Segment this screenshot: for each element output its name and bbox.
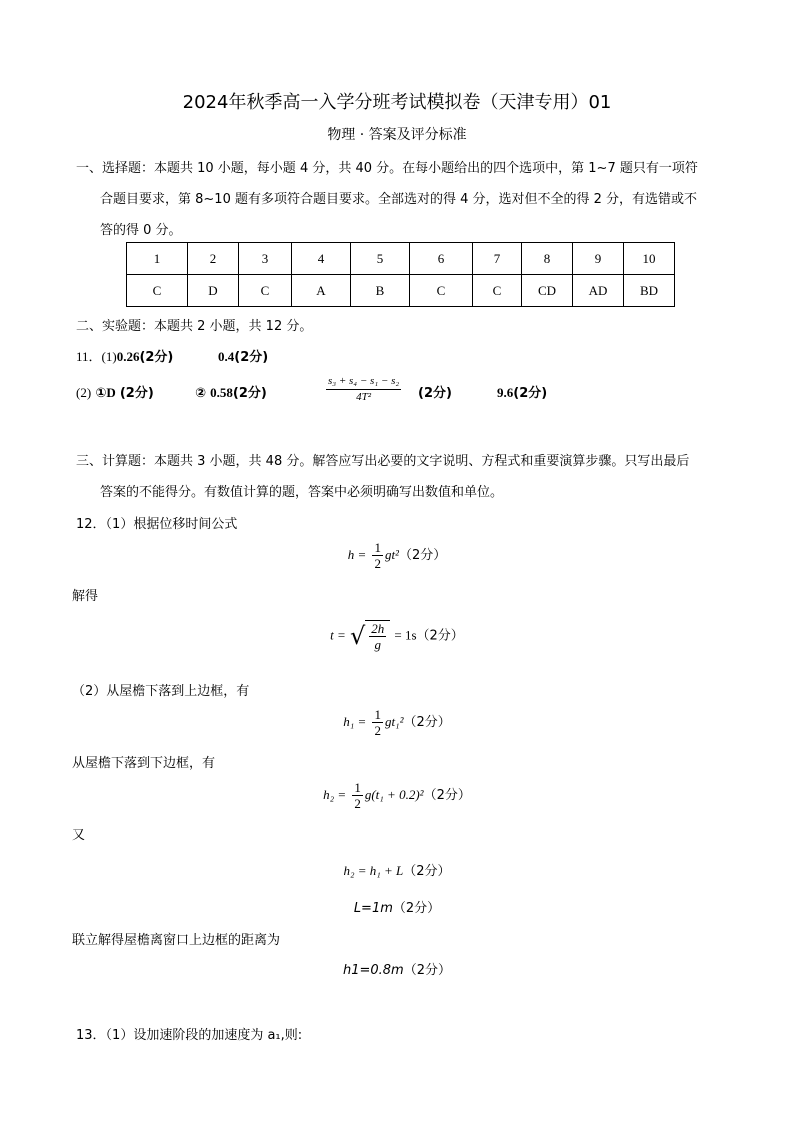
part2-intro: （2）从屋檐下落到上边框，有 [72, 684, 250, 699]
q11-label: 11．(1) [76, 349, 117, 364]
equation-1-fraction [372, 540, 383, 571]
equation-1-score: （2分） [398, 548, 447, 563]
table-cell: AD [573, 275, 624, 307]
table-cell: 7 [473, 243, 522, 275]
equation-2-rhs: = 1s [394, 627, 417, 643]
table-cell: 9 [573, 243, 624, 275]
section1-line2: 合题目要求，第 8~10 题有多项符合题目要求。全部选对的得 4 分，选对但不全的得 2 分，有选错或不 [100, 192, 698, 207]
table-cell: 3 [239, 243, 292, 275]
section3-line1: 三、计算题：本题共 3 小题，共 48 分。解答应写出必要的文字说明、方程式和重要演算步骤。只写出最后 [76, 454, 690, 469]
q11-part2-second [195, 382, 267, 401]
q11-part2-label: (2) [76, 385, 92, 400]
table-cell: 2 [188, 243, 239, 275]
q12-intro: 12．（1）根据位移时间公式 [76, 517, 238, 532]
equation-5-text: h₂ = h₁ + L [343, 863, 404, 878]
table-cell: C [473, 275, 522, 307]
q11-answer2: 0.4 [218, 349, 235, 364]
answer-table [126, 242, 675, 307]
equation-2-num: 2h [371, 621, 385, 636]
equation-4-score: （2分） [423, 788, 471, 803]
equation-4-rhs: g(t₁ + 0.2)² [364, 787, 424, 802]
equation-6-text: L=1m [353, 901, 393, 916]
q11-part2-answer2: 0.58 [210, 385, 233, 400]
q11-answer4-value: 9.6 [497, 385, 514, 400]
q11-part2-answer2-score: (2分) [232, 386, 267, 401]
equation-4-den: 2 [354, 796, 361, 811]
q11-formula-score [418, 382, 452, 401]
equation-3-den: 2 [374, 723, 381, 738]
circle-2-icon: ② [195, 386, 207, 401]
q11-answer2-score: (2分) [234, 350, 269, 365]
page-title: 2024年秋季高一入学分班考试模拟卷（天津专用）01 [182, 92, 612, 113]
equation-6-score: （2分） [392, 901, 441, 916]
equation-1-lhs: h = [347, 547, 367, 562]
q13-intro: 13．（1）设加速阶段的加速度为 a₁,则: [76, 1028, 303, 1043]
equation-4-lhs: h₂ = [323, 787, 347, 802]
section1-line3: 答的得 0 分。 [100, 223, 182, 238]
table-cell: B [351, 275, 410, 307]
equation-5 [0, 860, 794, 879]
q11-formula-numerator: s₃ + s₄ − s₁ − s₂ [326, 374, 401, 390]
equation-5-score: （2分） [403, 864, 451, 879]
sqrt-icon: √ $\frac{2h}{g}$ [350, 620, 390, 652]
answer-table-answers-row [127, 275, 675, 307]
table-cell: BD [624, 275, 675, 307]
equation-6 [0, 897, 794, 916]
table-cell: 10 [624, 243, 675, 275]
q11-part2-answer1-score: (2分) [119, 386, 154, 401]
equation-7-text: h1=0.8m [342, 963, 404, 978]
q11-formula [324, 374, 403, 405]
lower-frame-intro: 从屋檐下落到下边框，有 [72, 756, 216, 771]
table-cell: 1 [127, 243, 188, 275]
section1-line1: 一、选择题：本题共 10 小题，每小题 4 分，共 40 分。在每小题给出的四个选项中，第 1~7 题只有一项符 [76, 161, 698, 176]
equation-2-lhs: t = [330, 627, 346, 643]
equation-4-fraction [352, 780, 363, 811]
circle-1-icon: ① [95, 386, 107, 401]
equation-7 [0, 959, 794, 978]
table-cell: 8 [522, 243, 573, 275]
q11-formula-score-text: (2分) [418, 386, 452, 401]
equation-3-lhs: h₁ = [343, 714, 367, 729]
q11-formula-denominator: 4T² [356, 391, 372, 403]
equation-3-num: 1 [374, 707, 381, 722]
equation-2 [0, 620, 794, 652]
combine-intro: 联立解得屋檐离窗口上边框的距离为 [72, 933, 281, 948]
equation-4 [0, 780, 794, 811]
table-cell: 6 [410, 243, 473, 275]
equation-4-num: 1 [354, 780, 361, 795]
table-cell: C [127, 275, 188, 307]
page-subtitle: 物理 · 答案及评分标准 [327, 127, 467, 143]
table-cell: 5 [351, 243, 410, 275]
table-cell: D [188, 275, 239, 307]
equation-1-num: 1 [374, 540, 381, 555]
solve-label: 解得 [72, 589, 99, 604]
q11-answer4 [497, 382, 547, 401]
q11-formula-fraction [326, 374, 401, 405]
equation-1 [0, 540, 794, 571]
table-cell: C [239, 275, 292, 307]
q11-part1 [76, 346, 173, 365]
answer-table-numbers-row [127, 243, 675, 275]
equation-2-den: g [374, 637, 381, 652]
table-cell: 4 [292, 243, 351, 275]
q11-part1-second [218, 346, 268, 365]
q11-answer1-score: (2分) [139, 350, 174, 365]
q11-part2 [76, 382, 154, 401]
table-cell: C [410, 275, 473, 307]
equation-3-fraction [372, 707, 383, 738]
equation-3-score: （2分） [403, 715, 451, 730]
table-cell: CD [522, 275, 573, 307]
equation-7-score: （2分） [403, 963, 452, 978]
equation-3-rhs: gt₁² [384, 714, 404, 729]
also-label: 又 [72, 828, 86, 843]
q11-answer4-score: (2分) [513, 386, 548, 401]
q11-part2-answer1: D [106, 385, 116, 400]
equation-2-score: （2分） [416, 628, 464, 644]
equation-3 [0, 707, 794, 738]
q11-answer1: 0.26 [116, 349, 140, 364]
section2-heading: 二、实验题：本题共 2 小题，共 12 分。 [76, 319, 313, 334]
table-cell: A [292, 275, 351, 307]
equation-1-rhs: gt² [384, 547, 399, 562]
equation-1-den: 2 [374, 556, 381, 571]
section3-line2: 答案的不能得分。有数值计算的题，答案中必须明确写出数值和单位。 [100, 485, 504, 500]
